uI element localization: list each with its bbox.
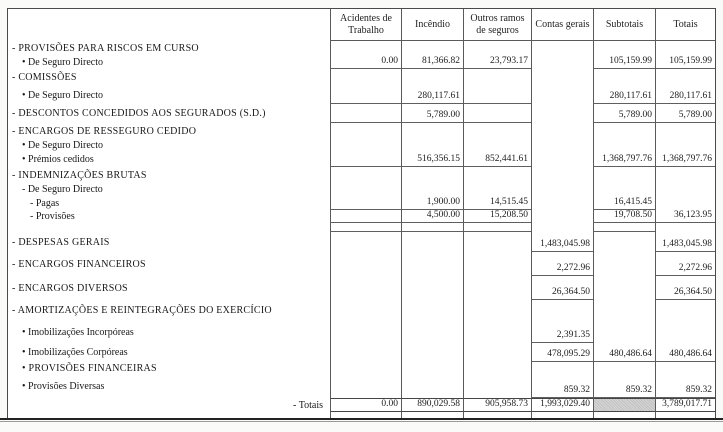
table-header-row [8,9,715,41]
value-cell: 19,708.50 [593,210,655,223]
value-cell: 1,900.00 [401,196,463,210]
value-cell [531,196,593,210]
value-cell [330,152,401,167]
table-frame [7,8,716,418]
value-cell [531,123,593,139]
table-row [8,104,715,123]
value-cell [330,232,401,252]
row-label: - ENCARGOS DE RESSEGURO CEDIDO [12,125,197,137]
bottom-rule-shadow [0,421,723,422]
value-cell: 852,441.61 [463,152,531,167]
value-cell [330,375,401,398]
value-cell [401,276,463,300]
value-cell: 1,993,029.40 [531,398,593,412]
value-cell [330,86,401,104]
value-cell: 859.32 [655,375,715,398]
table-row [8,69,715,86]
value-cell [531,86,593,104]
row-label: - Pagas [30,197,60,209]
value-cell: 0.00 [330,398,401,412]
value-cell: 280,117.61 [401,86,463,104]
value-cell: 15,208.50 [463,210,531,223]
value-cell: 0.00 [330,55,401,69]
table-row [8,41,715,55]
value-cell [401,123,463,139]
value-cell [463,276,531,300]
value-cell [531,223,593,232]
value-cell [401,167,463,183]
value-cell [401,375,463,398]
value-cell [655,196,715,210]
value-cell [463,69,531,86]
value-cell: 2,272.96 [655,252,715,276]
value-cell [463,375,531,398]
bottom-rule [0,418,723,420]
value-cell: 105,159.99 [655,55,715,69]
row-label: - ENCARGOS DIVERSOS [12,282,128,294]
value-cell [655,123,715,139]
value-cell: 26,364.50 [531,276,593,300]
table-row [8,167,715,183]
value-cell [463,252,531,276]
value-cell [593,123,655,139]
value-cell [531,152,593,167]
value-cell: 26,364.50 [655,276,715,300]
table-row [8,276,715,300]
value-cell: 280,117.61 [655,86,715,104]
value-cell [401,343,463,362]
table-row [8,232,715,252]
value-cell [593,41,655,55]
column-header-subtotais: Subtotais [593,9,655,41]
row-label: • De Seguro Directo [22,56,103,68]
value-cell [330,300,401,321]
value-cell: 36,123.95 [655,210,715,223]
value-cell [655,300,715,321]
value-cell: 4,500.00 [401,210,463,223]
value-cell [531,362,593,375]
value-cell [655,69,715,86]
value-cell [463,223,531,232]
row-label: - PROVISÕES PARA RISCOS EM CURSO [12,42,199,54]
value-cell [593,223,655,232]
value-cell [463,123,531,139]
value-cell [330,362,401,375]
table-row [8,139,715,152]
value-cell [401,362,463,375]
value-cell [593,232,655,252]
table-row [8,300,715,321]
value-cell [463,183,531,196]
value-cell [330,167,401,183]
value-cell: 478,095.29 [531,343,593,362]
value-cell [655,167,715,183]
value-cell [330,104,401,123]
value-cell [330,252,401,276]
row-label: - DESCONTOS CONCEDIDOS AOS SEGURADOS (S.D.) [12,108,266,119]
row-label: • Provisões Diversas [22,381,105,392]
value-cell [330,210,401,223]
value-cell [593,321,655,343]
value-cell [531,104,593,123]
table-row [8,321,715,343]
row-label: - De Seguro Directo [22,184,103,195]
value-cell [593,139,655,152]
value-cell [531,55,593,69]
column-header-totais: Totais [655,9,715,41]
value-cell [330,196,401,210]
value-cell [463,362,531,375]
row-label: • De Seguro Directo [22,140,103,151]
table-row [8,375,715,398]
column-header-incendio: Incêndio [401,9,463,41]
row-label: - INDEMNIZAÇÕES BRUTAS [12,169,147,181]
value-cell [463,86,531,104]
value-cell [463,104,531,123]
row-label: - COMISSÕES [12,72,77,83]
value-cell: 105,159.99 [593,55,655,69]
value-cell [655,362,715,375]
value-cell [330,183,401,196]
value-cell [531,183,593,196]
row-label: - AMORTIZAÇÕES E REINTEGRAÇÕES DO EXERCÍCIO [12,305,272,316]
column-header-contas-gerais: Contas gerais [531,9,593,41]
value-cell: 14,515.45 [463,196,531,210]
shaded-subtotal-cell [593,398,655,412]
value-cell: 1,368,797.76 [593,152,655,167]
value-cell: 905,958.73 [463,398,531,412]
value-cell: 480,486.64 [593,343,655,362]
value-cell [463,321,531,343]
value-cell [463,300,531,321]
value-cell [463,41,531,55]
value-cell [330,41,401,55]
table-row [8,343,715,362]
value-cell: 1,368,797.76 [655,152,715,167]
value-cell [655,321,715,343]
table-row [8,210,715,223]
value-cell: 890,029.58 [401,398,463,412]
table-row [8,123,715,139]
value-cell: 5,789.00 [593,104,655,123]
value-cell: 16,415.45 [593,196,655,210]
value-cell: 859.32 [531,375,593,398]
value-cell [593,276,655,300]
table-row [8,362,715,375]
value-cell [655,139,715,152]
table-body [8,41,715,418]
value-cell: 3,789,017.71 [655,398,715,412]
value-cell [401,69,463,86]
value-cell [463,343,531,362]
row-label: - DESPESAS GERAIS [12,236,110,248]
value-cell [531,69,593,86]
row-label: • Imobilizações Corpóreas [22,347,128,358]
value-cell [531,210,593,223]
totals-row [8,398,715,412]
value-cell: 516,356.15 [401,152,463,167]
value-cell [330,276,401,300]
value-cell: 5,789.00 [655,104,715,123]
row-label: • PROVISÕES FINANCEIRAS [22,363,157,374]
value-cell [531,167,593,183]
value-cell: 2,391.35 [531,321,593,343]
value-cell [593,183,655,196]
value-cell [330,139,401,152]
value-cell [593,300,655,321]
value-cell [330,123,401,139]
value-cell [330,223,401,232]
value-cell [463,232,531,252]
value-cell [531,41,593,55]
table-row [8,55,715,69]
value-cell [401,300,463,321]
value-cell: 480,486.64 [655,343,715,362]
value-cell: 859.32 [593,375,655,398]
value-cell [593,362,655,375]
value-cell [330,343,401,362]
value-cell [655,223,715,232]
table-row [8,86,715,104]
value-cell [463,139,531,152]
value-cell [655,41,715,55]
row-label: - Totais [293,399,323,411]
table-row [8,252,715,276]
value-cell: 81,366.82 [401,55,463,69]
value-cell [401,252,463,276]
value-cell [401,232,463,252]
value-cell [593,69,655,86]
value-cell: 23,793.17 [463,55,531,69]
column-header-outros-ramos: Outros ramos de seguros [463,9,531,41]
value-cell [655,183,715,196]
table-row [8,183,715,196]
value-cell [401,41,463,55]
value-cell [330,69,401,86]
spacer-row [8,223,715,232]
value-cell [401,321,463,343]
column-header-acidentes-de-trabalho: Acidentes de Trabalho [330,9,401,41]
row-label: - ENCARGOS FINANCEIROS [12,258,146,270]
value-cell [401,223,463,232]
table-row [8,152,715,167]
value-cell: 5,789.00 [401,104,463,123]
value-cell: 1,483,045.98 [655,232,715,252]
row-label-header [8,9,330,41]
row-label [8,223,330,232]
value-cell [531,300,593,321]
table-row [8,196,715,210]
row-label: • De Seguro Directo [22,89,103,101]
value-cell [531,139,593,152]
value-cell [593,167,655,183]
value-cell [401,183,463,196]
value-cell: 280,117.61 [593,86,655,104]
row-label: • Prémios cedidos [22,154,94,165]
row-label: • Imobilizações Incorpóreas [22,326,134,338]
value-cell: 2,272.96 [531,252,593,276]
value-cell [593,252,655,276]
value-cell [463,167,531,183]
value-cell [401,139,463,152]
value-cell [330,321,401,343]
row-label: - Provisões [30,211,75,222]
value-cell: 1,483,045.98 [531,232,593,252]
